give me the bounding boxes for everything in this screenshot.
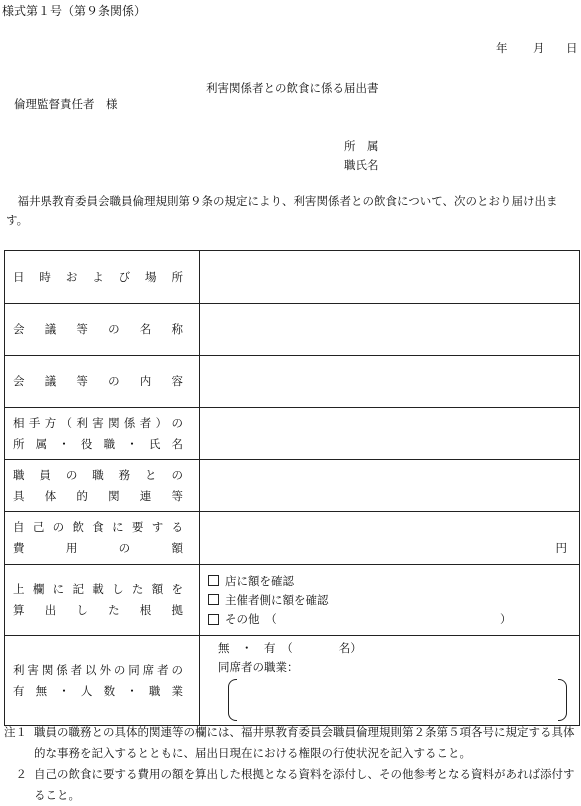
label-char: 算 bbox=[13, 603, 25, 617]
label-line bbox=[13, 486, 183, 507]
label-char: ） bbox=[155, 415, 168, 430]
label-char: 外 bbox=[99, 662, 111, 677]
label-line bbox=[13, 413, 183, 434]
label-char: 役 bbox=[80, 436, 93, 451]
label-char: 額 bbox=[171, 541, 183, 555]
label-char: 拠 bbox=[171, 603, 183, 617]
label-line bbox=[13, 319, 183, 340]
date-day: 日 bbox=[566, 41, 578, 55]
label-char: の bbox=[171, 467, 183, 482]
label-char: の bbox=[113, 662, 126, 677]
label-char: 利 bbox=[76, 415, 88, 430]
label-char: 関 bbox=[41, 662, 54, 677]
attendee-presence[interactable]: 無 ・ 有 （ 名） bbox=[218, 641, 362, 655]
yen-unit: 円 bbox=[555, 541, 567, 555]
label-char: 議 bbox=[44, 374, 57, 388]
label-char: 係 bbox=[123, 415, 136, 430]
name-label: 職氏名 bbox=[344, 158, 379, 172]
label-char: 食 bbox=[92, 520, 104, 534]
intro-text: 福井県教育委員会職員倫理規則第９条の規定により、利害関係者との飲食について、次のとおり届け出ます。 bbox=[6, 194, 558, 227]
label-char: 務 bbox=[118, 467, 131, 482]
label-char: 関 bbox=[108, 488, 120, 503]
label-char: 員 bbox=[39, 467, 51, 482]
label-char: 内 bbox=[139, 374, 152, 388]
basis-option-shop[interactable] bbox=[200, 572, 579, 591]
attendee-job-input[interactable] bbox=[228, 679, 567, 721]
notes bbox=[4, 722, 578, 806]
label-char: の bbox=[65, 467, 78, 482]
label-char: 会 bbox=[13, 374, 25, 388]
label-char: 係 bbox=[56, 662, 68, 677]
field-meeting-name[interactable] bbox=[200, 304, 580, 356]
label-char: に bbox=[52, 582, 65, 596]
option-label: 主催者側に額を確認 bbox=[225, 592, 329, 607]
label-line bbox=[13, 681, 183, 702]
label-char: 人 bbox=[80, 683, 93, 698]
label-char: （ bbox=[60, 415, 73, 430]
label-char: 要 bbox=[131, 520, 144, 534]
label-char: に bbox=[112, 520, 124, 534]
label-char: 用 bbox=[65, 541, 78, 555]
label-line bbox=[13, 371, 183, 392]
label-char: 名 bbox=[139, 322, 152, 336]
label-char: 属 bbox=[35, 436, 48, 451]
label-line bbox=[13, 434, 183, 455]
label-char: 数 bbox=[103, 683, 116, 698]
label-cost-basis bbox=[5, 565, 200, 636]
label-char: 職 bbox=[13, 467, 25, 482]
paren-close: ） bbox=[500, 611, 512, 626]
checkbox-icon[interactable] bbox=[208, 575, 219, 586]
label-datetime-place bbox=[5, 251, 200, 304]
label-char: の bbox=[171, 662, 183, 677]
field-meeting-content[interactable] bbox=[200, 356, 580, 408]
label-char: 害 bbox=[27, 662, 39, 677]
label-char: 氏 bbox=[148, 436, 161, 451]
label-char: し bbox=[76, 603, 88, 617]
label-char: 職 bbox=[148, 683, 161, 698]
label-char: 時 bbox=[39, 269, 51, 284]
label-line bbox=[13, 660, 183, 681]
field-other-attendees bbox=[200, 636, 580, 726]
label-char: 載 bbox=[92, 582, 104, 596]
form-number: 様式第１号（第９条関係） bbox=[2, 4, 147, 18]
label-char: 関 bbox=[108, 415, 120, 430]
label-char: 害 bbox=[92, 415, 104, 430]
label-char: 体 bbox=[44, 488, 57, 503]
label-char: の bbox=[108, 374, 120, 388]
label-line bbox=[13, 600, 183, 621]
label-char: 場 bbox=[145, 269, 157, 284]
label-job-relation bbox=[5, 460, 200, 512]
label-line bbox=[13, 517, 183, 538]
label-char: ・ bbox=[126, 683, 138, 698]
label-char: 同 bbox=[128, 662, 140, 677]
label-char: 飲 bbox=[72, 520, 84, 534]
label-char: の bbox=[108, 322, 120, 336]
label-other-attendees bbox=[5, 636, 200, 726]
label-char: 等 bbox=[171, 488, 183, 503]
addressee: 倫理監督責任者 様 bbox=[14, 97, 118, 111]
label-char: 席 bbox=[142, 662, 155, 677]
checkbox-icon[interactable] bbox=[208, 614, 219, 625]
option-label: その他 （ bbox=[225, 611, 277, 626]
label-char: す bbox=[151, 520, 164, 534]
basis-option-organizer[interactable] bbox=[200, 591, 579, 610]
label-counterpart bbox=[5, 408, 200, 460]
label-char: び bbox=[118, 269, 131, 284]
label-char: 出 bbox=[44, 603, 57, 617]
label-char: 等 bbox=[76, 374, 88, 388]
bracket-left bbox=[228, 679, 237, 721]
label-char: 日 bbox=[13, 269, 25, 284]
label-char: ・ bbox=[58, 683, 70, 698]
note-text: 職員の職務との具体的関連等の欄には、福井県教育委員会職員倫理規則第２条第５項各号に規定する具体的な事務を記入するとともに、届出日現在における権限の行使状況を記入すること。 bbox=[34, 725, 575, 760]
note-item bbox=[4, 722, 578, 764]
label-meal-cost bbox=[5, 512, 200, 565]
label-char: 無 bbox=[35, 683, 48, 698]
label-char: 有 bbox=[13, 683, 25, 698]
document-title: 利害関係者との飲食に係る届出書 bbox=[206, 81, 379, 95]
label-char: 会 bbox=[13, 322, 25, 336]
label-char: 所 bbox=[171, 269, 183, 284]
label-char: 手 bbox=[28, 415, 41, 430]
field-job-relation[interactable] bbox=[200, 460, 580, 512]
label-char: 者 bbox=[139, 415, 152, 430]
label-char: 以 bbox=[85, 662, 97, 677]
label-char: る bbox=[171, 520, 183, 534]
attendee-job-label: 同席者の職業： bbox=[218, 660, 299, 674]
label-char: 費 bbox=[13, 541, 25, 555]
label-char: 己 bbox=[32, 520, 45, 534]
label-char: 業 bbox=[171, 683, 183, 698]
label-char: 連 bbox=[139, 488, 152, 503]
label-meeting-name bbox=[5, 304, 200, 356]
label-line bbox=[13, 465, 183, 486]
label-line bbox=[13, 538, 183, 559]
label-char: 具 bbox=[13, 488, 25, 503]
label-char: ・ bbox=[58, 436, 70, 451]
label-char: 者 bbox=[157, 662, 169, 677]
label-char: 者 bbox=[70, 662, 83, 677]
label-char: 等 bbox=[76, 322, 88, 336]
label-char: 上 bbox=[13, 582, 25, 596]
label-char: を bbox=[171, 582, 183, 596]
label-char: と bbox=[145, 467, 157, 482]
label-char: 額 bbox=[151, 582, 164, 596]
field-cost-basis bbox=[200, 565, 580, 636]
note-item bbox=[4, 764, 578, 806]
label-char: し bbox=[112, 582, 124, 596]
note-number: ２ bbox=[4, 767, 27, 781]
label-char: 称 bbox=[171, 322, 183, 336]
label-char: 記 bbox=[72, 582, 84, 596]
label-char: の bbox=[171, 415, 183, 430]
label-line bbox=[13, 267, 183, 288]
date-year: 年 bbox=[496, 41, 508, 55]
label-char: よ bbox=[92, 269, 104, 284]
field-counterpart[interactable] bbox=[200, 408, 580, 460]
declaration-table bbox=[4, 250, 580, 726]
label-char: の bbox=[52, 520, 65, 534]
label-char: 相 bbox=[13, 415, 25, 430]
label-char: 所 bbox=[13, 436, 25, 451]
label-char: 的 bbox=[76, 488, 88, 503]
label-char: た bbox=[108, 603, 120, 617]
label-char: た bbox=[131, 582, 144, 596]
label-char: 根 bbox=[139, 603, 152, 617]
option-label: 店に額を確認 bbox=[225, 573, 294, 588]
note-text: 自己の飲食に要する費用の額を算出した根拠となる資料を添付し、その他参考となる資料があれば添付すること。 bbox=[34, 767, 575, 802]
bracket-right bbox=[558, 679, 567, 721]
label-char: 職 bbox=[103, 436, 116, 451]
label-char: ・ bbox=[126, 436, 138, 451]
field-datetime-place[interactable] bbox=[200, 251, 580, 304]
label-char: 利 bbox=[13, 662, 25, 677]
label-char: の bbox=[118, 541, 131, 555]
checkbox-icon[interactable] bbox=[208, 594, 219, 605]
label-line bbox=[13, 579, 183, 600]
label-char: 欄 bbox=[32, 582, 45, 596]
label-char: 方 bbox=[44, 415, 57, 430]
label-char: 職 bbox=[92, 467, 104, 482]
note-number: 注１ bbox=[4, 725, 27, 739]
affiliation-label: 所 属 bbox=[344, 139, 379, 153]
label-char: お bbox=[65, 269, 78, 284]
label-char: 議 bbox=[44, 322, 57, 336]
label-char: 名 bbox=[171, 436, 183, 451]
label-char: 容 bbox=[171, 374, 183, 388]
field-meal-cost[interactable] bbox=[200, 512, 580, 565]
label-char: 自 bbox=[13, 520, 25, 534]
basis-option-other[interactable] bbox=[200, 610, 579, 629]
label-meeting-content bbox=[5, 356, 200, 408]
date-month: 月 bbox=[533, 41, 545, 55]
